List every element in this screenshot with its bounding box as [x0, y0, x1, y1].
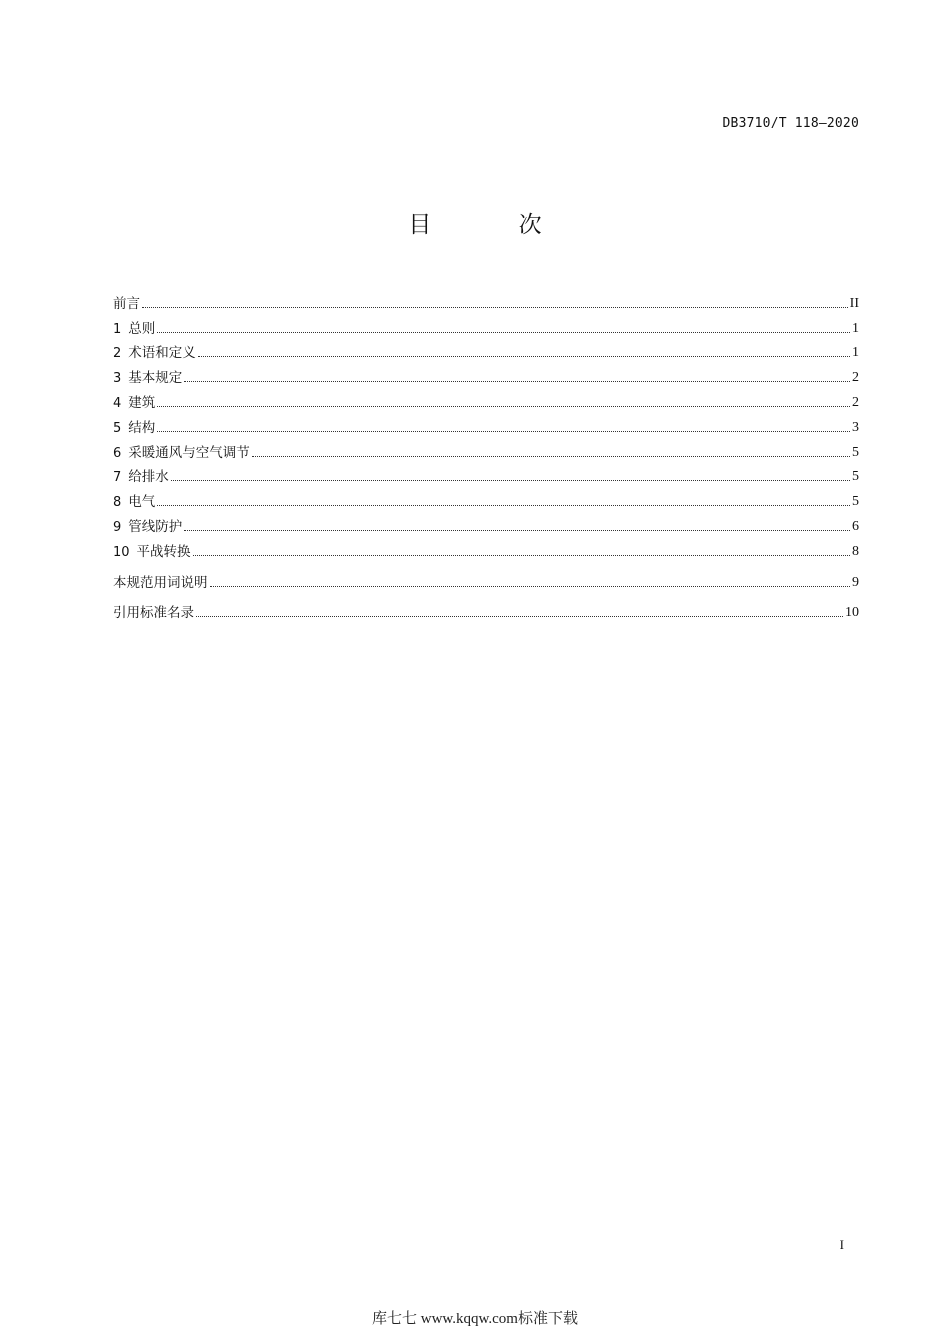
toc-entry-4[interactable] — [113, 386, 859, 411]
toc-entry-number: 5 — [113, 420, 122, 436]
page-number: I — [839, 1237, 844, 1252]
toc-leader — [196, 615, 843, 617]
toc-entry-number: 4 — [113, 395, 122, 411]
toc-entry-number: 2 — [113, 346, 122, 362]
toc-entry-label: 总则 — [128, 320, 156, 337]
toc-entry-number: 3 — [113, 371, 122, 387]
toc-entry-label: 结构 — [128, 419, 156, 436]
toc-entry-8[interactable] — [113, 485, 859, 510]
toc-leader — [184, 380, 850, 382]
toc-entry-references[interactable] — [113, 597, 859, 622]
toc-entry-label: 前言 — [113, 295, 140, 312]
toc-entry-9[interactable] — [113, 510, 859, 535]
toc-entry-label: 基本规定 — [128, 370, 183, 387]
toc-entry-label: 本规范用词说明 — [113, 574, 208, 591]
toc-leader — [157, 331, 850, 333]
toc-entry-number: 1 — [113, 321, 122, 337]
toc-entry-page: 5 — [852, 494, 859, 510]
toc-entry-label: 术语和定义 — [128, 345, 196, 362]
toc-entry-label: 采暖通风与空气调节 — [128, 444, 250, 461]
toc-entry-page: 6 — [852, 518, 859, 534]
toc-leader — [157, 504, 850, 506]
toc-leader — [198, 355, 850, 357]
toc-entry-6[interactable] — [113, 436, 859, 461]
document-code: DB3710/T 118—2020 — [722, 116, 859, 131]
toc-title: 目 次 — [408, 212, 582, 238]
toc-leader — [157, 430, 850, 432]
toc-leader — [157, 405, 850, 407]
toc-entry-page: 1 — [852, 345, 859, 361]
toc-entry-3[interactable] — [113, 361, 859, 386]
toc-entry-page: 5 — [852, 444, 859, 460]
toc-entry-number: 10 — [113, 544, 130, 560]
toc-entry-label: 电气 — [128, 494, 156, 511]
toc-entry-label: 给排水 — [128, 469, 169, 486]
toc-entry-number: 9 — [113, 519, 122, 535]
toc-entry-label: 平战转换 — [136, 543, 191, 560]
toc-entry-page: 2 — [852, 394, 859, 410]
toc-entry-number: 8 — [113, 495, 122, 511]
toc-entry-1[interactable] — [113, 312, 859, 337]
toc-entry-terminology[interactable] — [113, 566, 859, 591]
toc-entry-label: 管线防护 — [128, 518, 183, 535]
toc-entry-page: 3 — [852, 419, 859, 435]
toc-entry-number: 7 — [113, 470, 122, 486]
toc-leader — [184, 529, 850, 531]
table-of-contents — [113, 287, 859, 621]
toc-entry-page: 1 — [852, 320, 859, 336]
footer-watermark: 库七七 www.kqqw.com标准下载 — [372, 1311, 578, 1327]
toc-entry-label: 引用标准名录 — [113, 605, 194, 622]
toc-entry-page: 9 — [852, 574, 859, 590]
toc-leader — [193, 554, 850, 556]
toc-entry-foreword[interactable] — [113, 287, 859, 312]
toc-entry-page: 2 — [852, 370, 859, 386]
toc-entry-10[interactable] — [113, 535, 859, 560]
toc-leader — [142, 306, 848, 308]
toc-entry-label: 建筑 — [128, 394, 156, 411]
toc-entry-7[interactable] — [113, 461, 859, 486]
toc-entry-number: 6 — [113, 445, 122, 461]
toc-leader — [171, 479, 850, 481]
toc-leader — [252, 455, 850, 457]
toc-entry-page: 5 — [852, 469, 859, 485]
toc-entry-page: II — [849, 295, 859, 311]
toc-entry-page: 10 — [845, 605, 859, 621]
toc-entry-5[interactable] — [113, 411, 859, 436]
toc-leader — [210, 585, 851, 587]
toc-entry-2[interactable] — [113, 337, 859, 362]
toc-entry-page: 8 — [852, 543, 859, 559]
